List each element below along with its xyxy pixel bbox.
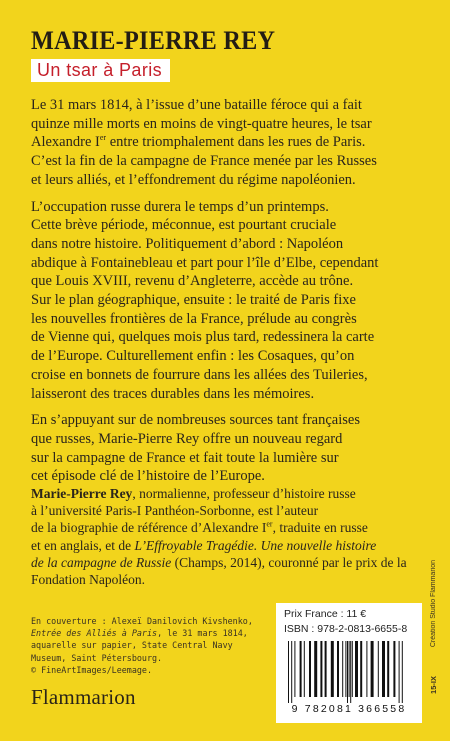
blurb-line	[31, 171, 429, 190]
blurb-line	[31, 411, 429, 430]
blurb-line	[31, 254, 429, 273]
credit-line: Museum, Saint Pétersbourg.	[31, 652, 163, 663]
blurb-line	[31, 272, 429, 291]
blurb-line	[31, 291, 429, 310]
barcode-bar	[320, 641, 322, 697]
credit-line: , le 31 mars 1814,	[157, 628, 248, 639]
price-label: Prix France : 11 €	[284, 608, 367, 620]
blurb-line	[31, 310, 429, 329]
barcode-bar	[371, 641, 374, 697]
blurb-line	[31, 385, 429, 404]
blurb-paragraph	[31, 96, 429, 190]
blurb-text: quinze mille morts en moins de vingt-quatre heures, le tsar	[31, 115, 372, 132]
price-barcode-box	[276, 603, 422, 723]
blurb-text: de Vienne qui, quelques mois plus tard, redessinera la carte	[31, 329, 375, 346]
blurb-line	[31, 449, 429, 468]
bio-author-name: Marie-Pierre Rey	[31, 486, 133, 501]
blurb-line	[31, 152, 429, 171]
blurb-sup: er	[99, 133, 107, 143]
blurb-text: abdique à Fontainebleau et part pour l’île d’Elbe, cependant	[31, 254, 379, 271]
barcode-bar	[349, 641, 350, 697]
back-cover-blurb	[31, 96, 429, 494]
barcode-bar	[304, 641, 305, 697]
barcode-bar	[382, 641, 385, 697]
blurb-text: C’est la fin de la campagne de France menée par les Russes	[31, 153, 377, 170]
barcode-bar	[345, 641, 346, 697]
credit-line: En couverture : Alexeï Danilovich Kivshenko,	[31, 616, 253, 626]
blurb-text: de l’Europe. Culturellement enfin : les Cosaques, qu’on	[31, 348, 355, 365]
bio-line: Fondation Napoléon.	[31, 572, 145, 588]
blurb-text: Alexandre I	[31, 134, 100, 151]
blurb-text: et leurs alliés, et l’effondrement du régime napoléonien.	[31, 171, 356, 188]
barcode-bar	[355, 641, 358, 697]
barcode-bar	[402, 641, 403, 703]
bio-line: (Champs, 2014), couronné par le prix de la	[171, 554, 407, 570]
blurb-text: Cette brève période, méconnue, est pourtant cruciale	[31, 217, 337, 234]
barcode-bar	[393, 641, 395, 697]
barcode-bar	[291, 641, 292, 703]
barcode-bar	[399, 641, 400, 703]
barcode-bar	[378, 641, 379, 697]
barcode-bar	[387, 641, 389, 697]
credit-line: aquarelle sur papier, State Central Navy	[31, 640, 233, 651]
blurb-line	[31, 96, 429, 115]
barcode-bar	[331, 641, 334, 697]
bio-line: et en anglais, et de	[31, 537, 135, 553]
barcode-bar	[300, 641, 302, 697]
publisher-name: Flammarion	[31, 685, 136, 709]
blurb-paragraph	[31, 198, 429, 404]
blurb-text: que russes, Marie-Pierre Rey offre un nouveau regard	[31, 430, 343, 447]
blurb-line	[31, 235, 429, 254]
blurb-line	[31, 198, 429, 217]
barcode-bar	[288, 641, 289, 703]
blurb-line	[31, 430, 429, 449]
book-title: Un tsar à Paris	[37, 60, 163, 80]
barcode-bar	[347, 641, 348, 703]
blurb-text: laisseront des traces durables dans les mémoires.	[31, 385, 315, 402]
blurb-text: que Louis XVIII, revenu d’Angleterre, accède au trône.	[31, 273, 354, 290]
barcode-digits: 9 782081 366558	[291, 703, 407, 715]
blurb-line	[31, 115, 429, 134]
book-title-box	[31, 59, 170, 82]
barcode-icon	[286, 641, 412, 703]
blurb-text: sur la campagne de France et fait toute la lumière sur	[31, 449, 339, 466]
credit-line: © FineArtImages/Leemage.	[31, 664, 153, 675]
barcode-bar	[325, 641, 327, 697]
blurb-text: les nouvelles frontières de la France, prélude au congrès	[31, 310, 357, 327]
author-bio	[31, 485, 431, 588]
bio-line: , traduite en russe	[272, 520, 368, 536]
barcode-bar	[314, 641, 317, 697]
blurb-text: croise en bonnets de fourrure dans les allées des Tuileries,	[31, 366, 368, 383]
blurb-line	[31, 133, 429, 152]
bio-book-title: L’Effroyable Tragédie. Une nouvelle histoire	[134, 537, 377, 553]
author-name: MARIE-PIERRE REY	[31, 26, 276, 55]
blurb-line	[31, 467, 429, 486]
blurb-text: Le 31 mars 1814, à l’issue d’une bataille féroce qui a fait	[31, 97, 362, 113]
blurb-text: cet épisode clé de l’histoire de l’Europe.	[31, 468, 265, 485]
blurb-text: En s’appuyant sur de nombreuses sources tant françaises	[31, 412, 360, 429]
barcode-bar	[366, 641, 367, 697]
barcode-bar	[360, 641, 362, 697]
blurb-line	[31, 328, 429, 347]
blurb-line	[31, 347, 429, 366]
blurb-line	[31, 366, 429, 385]
bio-line: , normalienne, professeur d’histoire russe	[132, 486, 356, 501]
barcode-bar	[352, 641, 353, 697]
cover-credit	[31, 615, 253, 676]
blurb-text: dans notre histoire. Politiquement d’abord : Napoléon	[31, 235, 344, 252]
barcode-bar	[337, 641, 339, 697]
blurb-text: Sur le plan géographique, ensuite : le traité de Paris fixe	[31, 292, 356, 309]
spine-code: 15-IX	[429, 676, 438, 694]
bio-book-title: de la campagne de Russie	[31, 554, 172, 570]
barcode-bar	[309, 641, 311, 697]
blurb-paragraph	[31, 411, 429, 486]
credit-artwork-title: Entrée des Alliés à Paris	[31, 628, 158, 639]
bio-line: à l’université Paris-I Panthéon-Sorbonne, est l’auteur	[31, 503, 319, 519]
spine-credit: Création Studio Flammarion	[430, 560, 437, 648]
bio-line: de la biographie de référence d’Alexandre I	[31, 520, 267, 536]
blurb-text: entre triomphalement dans les rues de Paris.	[106, 134, 366, 151]
bio-sup: er	[266, 519, 273, 529]
isbn-label: ISBN : 978-2-0813-6655-8	[284, 623, 408, 635]
barcode-bar	[350, 641, 351, 703]
blurb-line	[31, 216, 429, 235]
barcode-bar	[294, 641, 295, 697]
barcode-bar	[342, 641, 343, 697]
blurb-text: L’occupation russe durera le temps d’un printemps.	[31, 198, 329, 215]
